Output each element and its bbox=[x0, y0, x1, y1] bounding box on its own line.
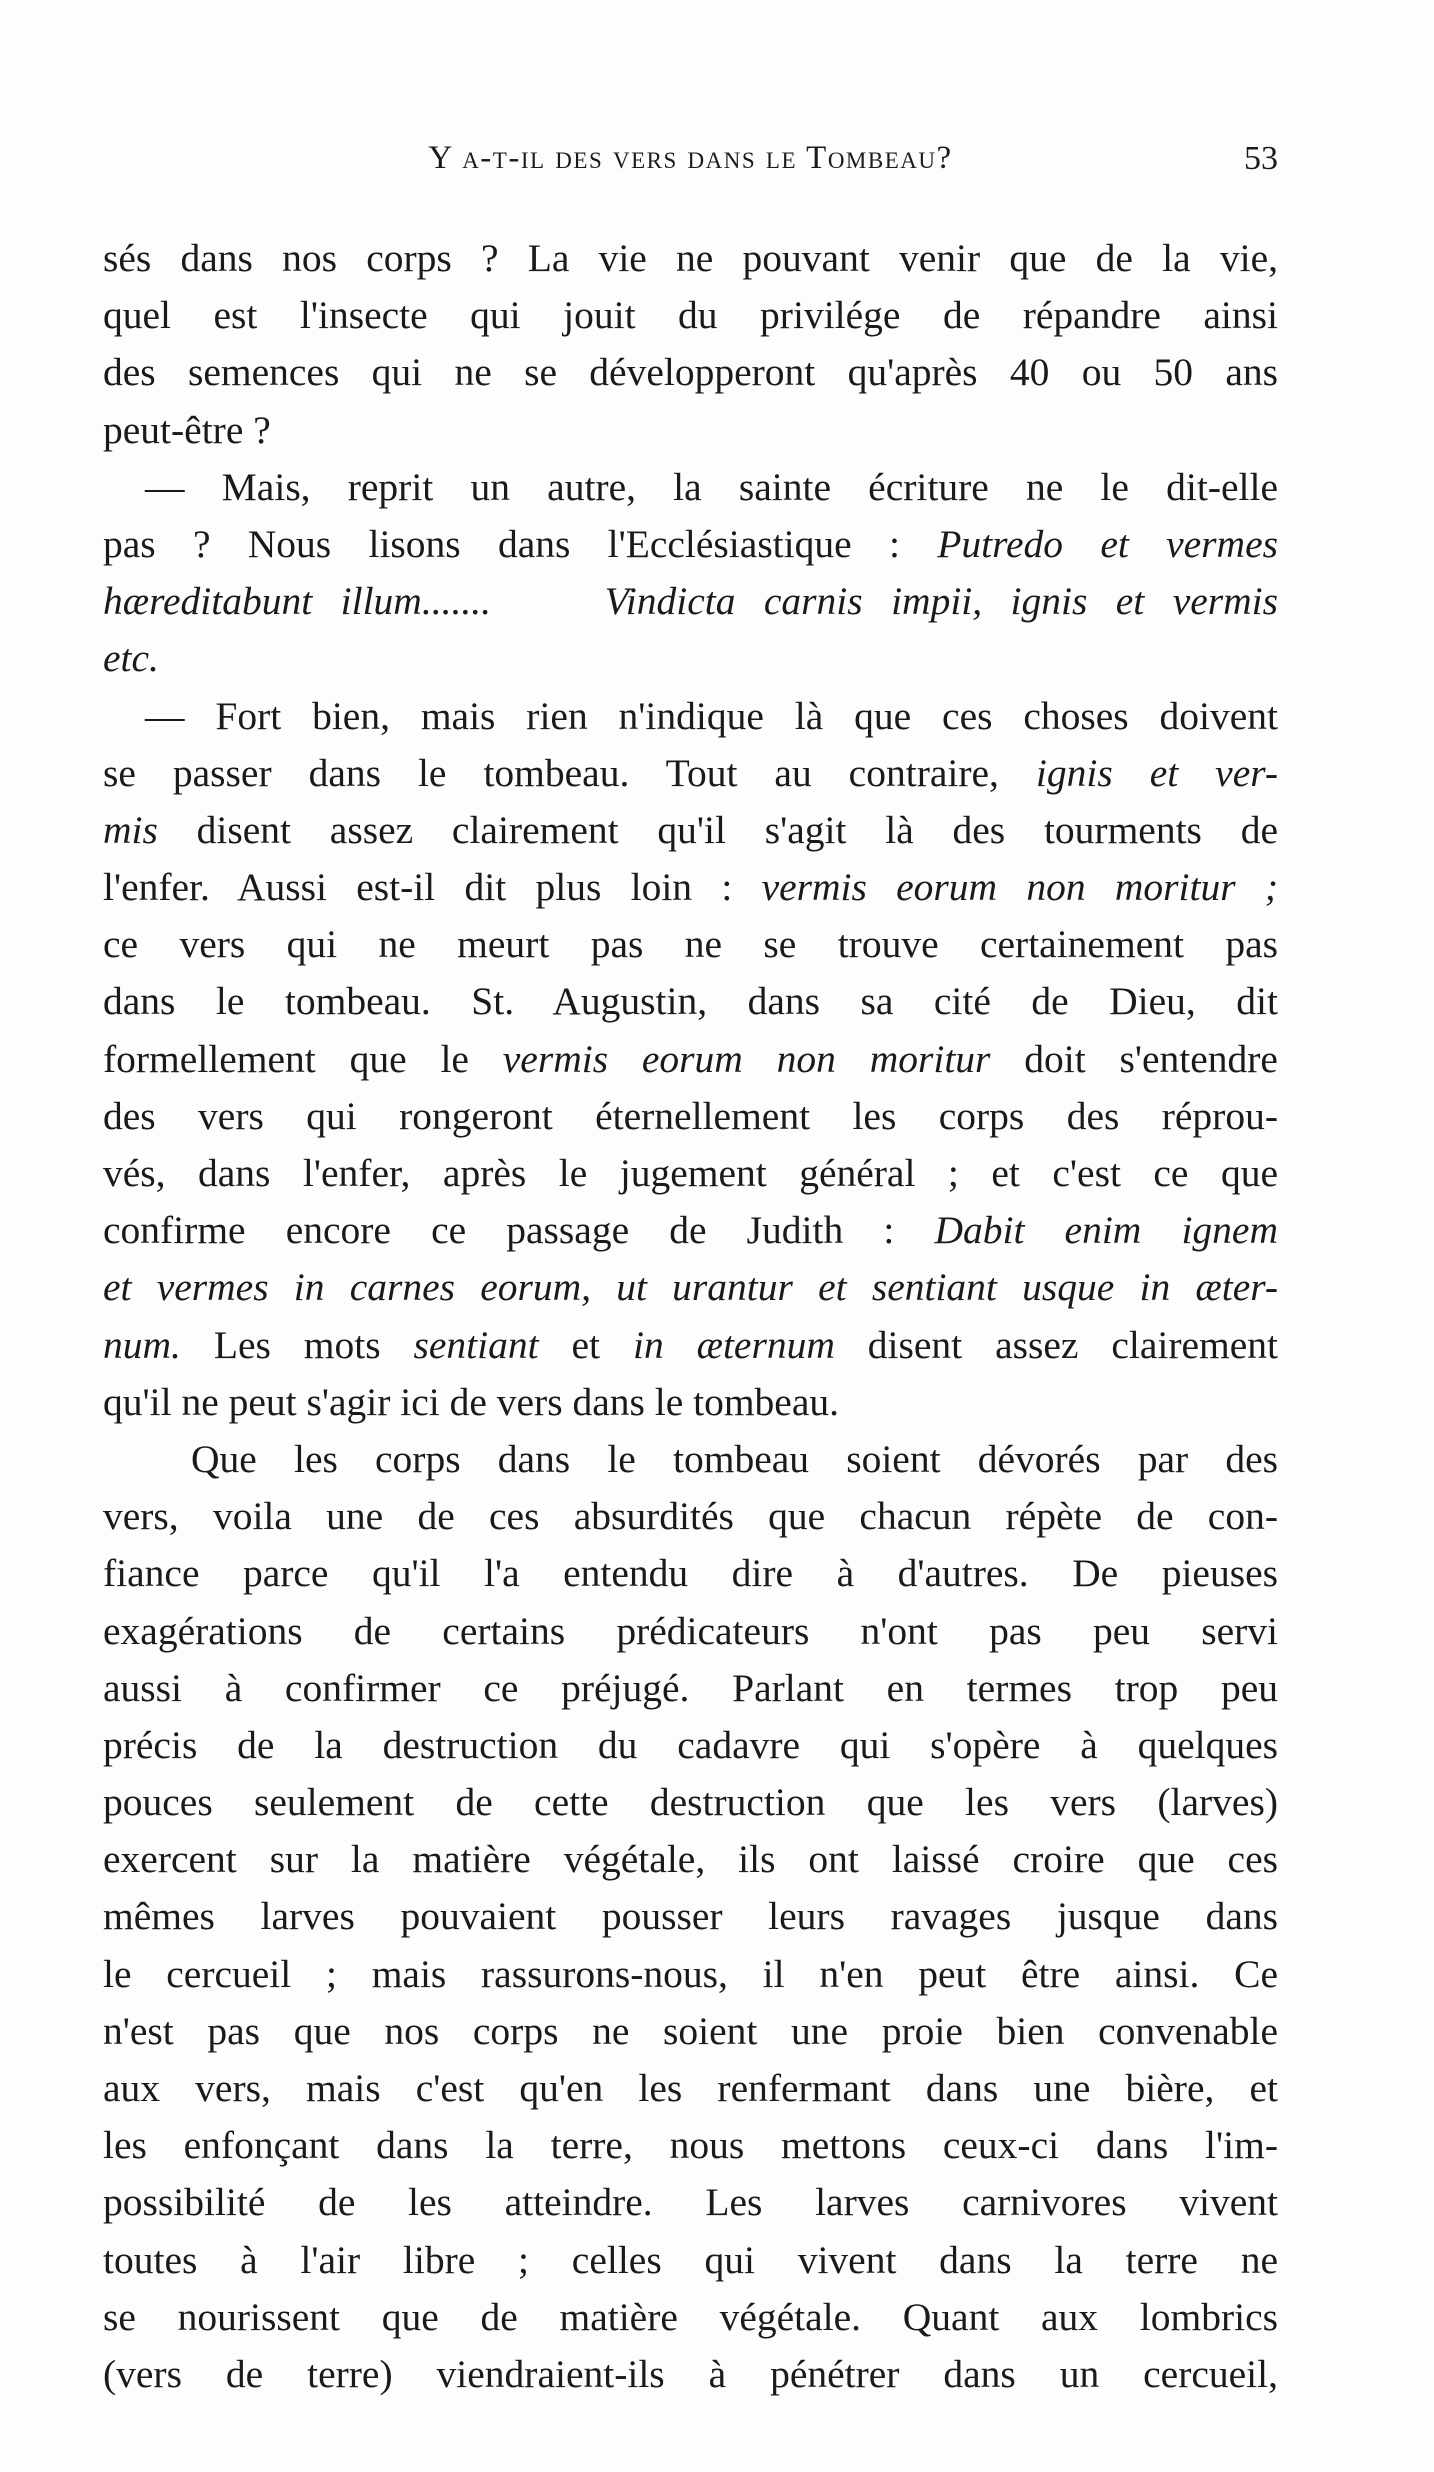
text-line: vés, dans l'enfer, après le jugement général ; et c'est ce que bbox=[103, 1151, 1278, 1195]
text-segment: pas ? Nous lisons dans l'Ecclésiastique : bbox=[103, 521, 938, 566]
text-line: n'est pas que nos corps ne soient une proie bien convenable bbox=[103, 2008, 1278, 2053]
running-head bbox=[103, 140, 1278, 200]
latin-quote: sentiant bbox=[413, 1322, 539, 1367]
text-line: mêmes larves pouvaient pousser leurs ravages jusque dans bbox=[103, 1894, 1278, 1939]
latin-quote: vermis eorum non moritur bbox=[502, 1036, 991, 1081]
text-line: ce vers qui ne meurt pas ne se trouve certainement pas bbox=[103, 922, 1278, 967]
text-line: toutes à l'air libre ; celles qui vivent dans la terre ne bbox=[103, 2237, 1278, 2282]
text-segment: disent assez clairement qu'il s'agit là des tourments de bbox=[157, 807, 1278, 852]
text-line: sés dans nos corps ? La vie ne pouvant venir que de la vie, bbox=[103, 236, 1278, 280]
text-line: se nourissent que de matière végétale. Quant aux lombrics bbox=[103, 2294, 1278, 2339]
text-line: des vers qui rongeront éternellement les corps des réprou- bbox=[103, 1093, 1278, 1138]
text-line bbox=[103, 1259, 1278, 1316]
text-line: peut-être ? bbox=[103, 407, 271, 452]
text-line: — Mais, reprit un autre, la sainte écriture ne le dit-elle bbox=[145, 464, 1278, 509]
text-line: possibilité de les atteindre. Les larves carnivores vivent bbox=[103, 2180, 1278, 2225]
text-segment: se passer dans le tombeau. Tout au contraire, bbox=[103, 750, 1036, 795]
latin-quote: vermis eorum non moritur ; bbox=[761, 865, 1279, 910]
text-line bbox=[103, 630, 1278, 687]
text-line: dans le tombeau. St. Augustin, dans sa cité de Dieu, dit bbox=[103, 979, 1278, 1024]
text-line: vers, voila une de ces absurdités que chacun répète de con- bbox=[103, 1494, 1278, 1539]
text-line: précis de la destruction du cadavre qui s'opère à quelques bbox=[103, 1722, 1278, 1767]
text-line: des semences qui ne se développeront qu'après 40 ou 50 ans bbox=[103, 350, 1278, 395]
text-line: aussi à confirmer ce préjugé. Parlant en termes trop peu bbox=[103, 1665, 1278, 1710]
text-segment: formellement que le bbox=[103, 1036, 503, 1081]
text-segment: Les mots bbox=[180, 1322, 414, 1367]
text-line: pouces seulement de cette destruction que les vers (larves) bbox=[103, 1780, 1278, 1825]
text-line: (vers de terre) viendraient-ils à pénétrer dans un cercueil, bbox=[103, 2351, 1278, 2396]
text-line bbox=[103, 745, 1278, 802]
latin-quote: Vindicta carnis impii, ignis et vermis bbox=[604, 579, 1279, 624]
latin-quote: mis bbox=[103, 807, 158, 852]
text-segment: confirme encore ce passage de Judith : bbox=[103, 1208, 935, 1253]
latin-quote: etc. bbox=[103, 636, 159, 681]
text-line: les enfonçant dans la terre, nous mettons ceux-ci dans l'im- bbox=[103, 2123, 1278, 2168]
latin-quote: num. bbox=[103, 1322, 181, 1367]
text-line: le cercueil ; mais rassurons-nous, il n'en peut être ainsi. Ce bbox=[103, 1951, 1278, 1996]
text-segment: et bbox=[538, 1322, 633, 1367]
text-line bbox=[103, 1317, 1278, 1374]
text-line bbox=[103, 859, 1278, 916]
text-line: fiance parce qu'il l'a entendu dire à d'autres. De pieuses bbox=[103, 1551, 1278, 1596]
text-line: qu'il ne peut s'agir ici de vers dans le tombeau. bbox=[103, 1379, 839, 1424]
text-line: — Fort bien, mais rien n'indique là que ces choses doivent bbox=[145, 693, 1278, 738]
text-line: Que les corps dans le tombeau soient dévorés par des bbox=[191, 1436, 1278, 1481]
latin-quote: ignis et ver- bbox=[1035, 750, 1278, 795]
latin-quote: Dabit enim ignem bbox=[934, 1208, 1278, 1253]
body-text bbox=[103, 230, 1278, 2403]
text-segment: disent assez clairement bbox=[834, 1322, 1279, 1367]
text-line: quel est l'insecte qui jouit du privilége de répandre ainsi bbox=[103, 293, 1278, 338]
text-line: exercent sur la matière végétale, ils ont laissé croire que ces bbox=[103, 1837, 1278, 1882]
text-line bbox=[103, 1031, 1278, 1088]
text-segment: l'enfer. Aussi est-il dit plus loin : bbox=[103, 865, 762, 910]
text-line bbox=[103, 573, 1278, 630]
text-segment: doit s'entendre bbox=[990, 1036, 1278, 1081]
text-line: aux vers, mais c'est qu'en les renfermant dans une bière, et bbox=[103, 2066, 1278, 2110]
latin-quote: et vermes in carnes eorum, ut urantur et sentiant usque in æter- bbox=[103, 1265, 1278, 1310]
text-line bbox=[103, 516, 1278, 573]
page-number: 53 bbox=[1244, 140, 1278, 177]
text-line: exagérations de certains prédicateurs n'ont pas peu servi bbox=[103, 1608, 1278, 1653]
latin-quote: Putredo et vermes bbox=[937, 521, 1278, 566]
text-line bbox=[103, 1202, 1278, 1259]
running-title: Y a-t-il des vers dans le Tombeau? bbox=[428, 140, 953, 176]
text-line bbox=[103, 802, 1278, 859]
latin-quote: hæreditabunt illum....... bbox=[103, 579, 491, 624]
latin-quote: in æternum bbox=[632, 1322, 835, 1367]
